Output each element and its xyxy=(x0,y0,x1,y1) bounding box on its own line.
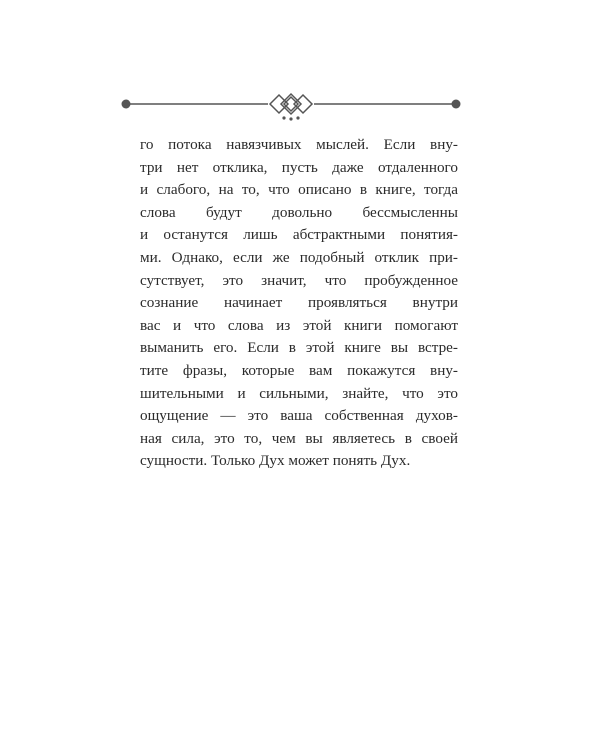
text-line: и останутся лишь абстрактными понятия- xyxy=(140,226,458,244)
ornamental-divider-icon xyxy=(118,86,464,126)
text-line: сутствует, это значит, что пробужденное xyxy=(140,271,458,289)
text-line: ми. Однако, если же подобный отклик при- xyxy=(140,248,458,266)
text-line: сущности. Только Дух может понять Дух. xyxy=(140,452,411,470)
text-line: ощущение — это ваша собственная духов- xyxy=(140,407,458,425)
text-line: выманить его. Если в этой книге вы встре- xyxy=(140,339,458,357)
text-line: тите фразы, которые вам покажутся вну- xyxy=(140,361,458,379)
text-line: вас и что слова из этой книги помогают xyxy=(140,316,458,334)
text-line: сознание начинает проявляться внутри xyxy=(140,294,458,312)
text-line: три нет отклика, пусть даже отдаленного xyxy=(140,158,458,176)
ornamental-divider xyxy=(118,86,464,126)
text-line: го потока навязчивых мыслей. Если вну- xyxy=(140,136,458,153)
text-line: и слабого, на то, что описано в книге, тогда xyxy=(140,181,458,199)
text-line: слова будут довольно бессмысленны xyxy=(140,203,458,221)
text-line: шительными и сильными, знайте, что это xyxy=(140,384,458,402)
body-text xyxy=(140,134,458,473)
text-line: ная сила, это то, чем вы являетесь в своей xyxy=(140,429,458,447)
